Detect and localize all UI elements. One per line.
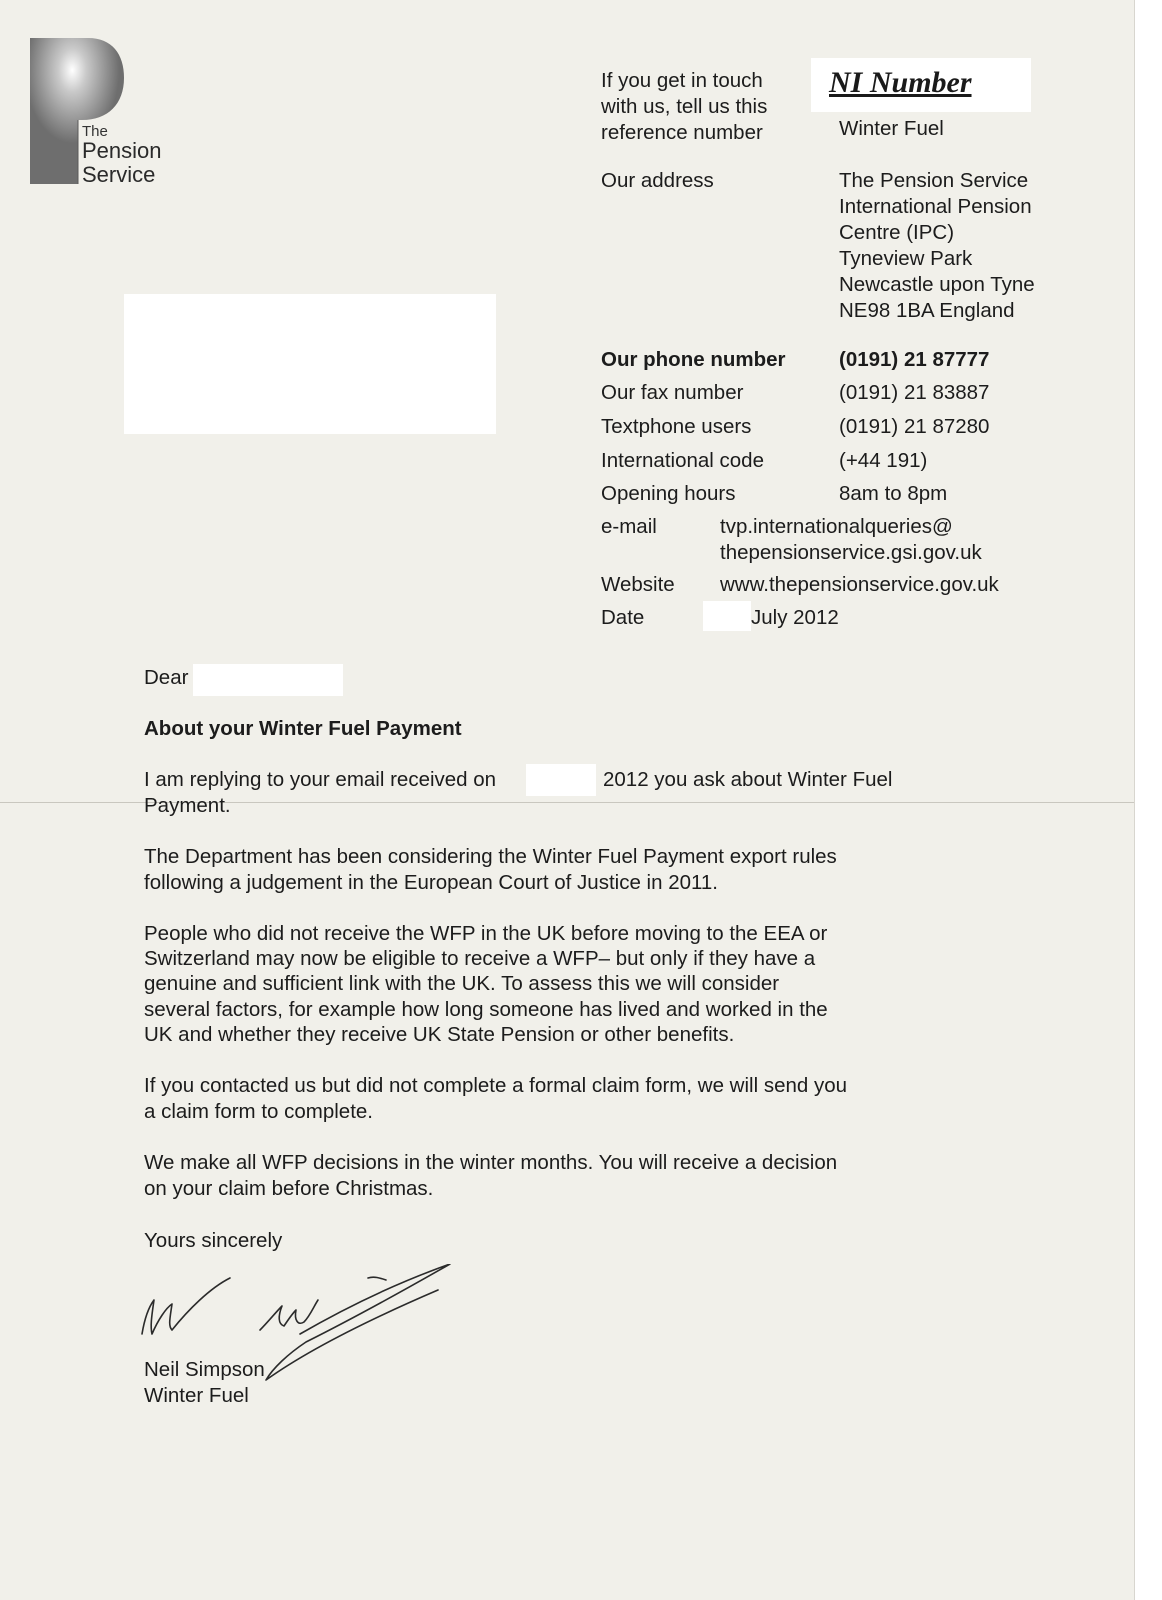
signer-department: Winter Fuel xyxy=(144,1384,249,1407)
email-label: e-mail xyxy=(601,515,657,538)
fax-value: (0191) 21 83887 xyxy=(839,381,990,404)
paragraph-3-line: Switzerland may now be eligible to receive a WFP– but only if they have a xyxy=(144,947,816,970)
paragraph-5-line: We make all WFP decisions in the winter months. You will receive a decision xyxy=(144,1151,838,1174)
phone-value: (0191) 21 87777 xyxy=(839,348,990,371)
address-line: NE98 1BA England xyxy=(839,299,1015,322)
date-day-redaction xyxy=(703,601,751,631)
website-label: Website xyxy=(601,573,675,596)
letter-subject: About your Winter Fuel Payment xyxy=(144,717,462,740)
paragraph-3-line: genuine and sufficient link with the UK. To assess this we will consider xyxy=(144,972,780,995)
fax-label: Our fax number xyxy=(601,381,744,404)
reference-prompt-1: If you get in touch xyxy=(601,69,763,92)
logo-the: The xyxy=(82,123,108,140)
logo-wordmark xyxy=(82,124,162,187)
salutation: Dear xyxy=(144,666,189,689)
address-label: Our address xyxy=(601,169,714,192)
paragraph-1-line-1b: 2012 you ask about Winter Fuel xyxy=(603,768,893,791)
email-line-2: thepensionservice.gsi.gov.uk xyxy=(720,541,982,564)
reference-value: Winter Fuel xyxy=(839,117,944,140)
date-value: July 2012 xyxy=(751,606,839,629)
ni-number-label: NI Number xyxy=(829,66,972,99)
paragraph-1-line-2: Payment. xyxy=(144,794,231,817)
opening-hours-label: Opening hours xyxy=(601,482,736,505)
paragraph-2-line: following a judgement in the European Court of Justice in 2011. xyxy=(144,871,718,894)
logo-service: Service xyxy=(82,162,156,187)
address-line: Tyneview Park xyxy=(839,247,973,270)
international-code-label: International code xyxy=(601,449,764,472)
textphone-label: Textphone users xyxy=(601,415,752,438)
reference-prompt-2: with us, tell us this xyxy=(601,95,768,118)
paragraph-1-line-1a: I am replying to your email received on xyxy=(144,768,497,791)
phone-label: Our phone number xyxy=(601,348,786,371)
paragraph-4-line: a claim form to complete. xyxy=(144,1100,373,1123)
signer-name: Neil Simpson xyxy=(144,1358,265,1381)
closing: Yours sincerely xyxy=(144,1229,283,1252)
paragraph-3-line: People who did not receive the WFP in the UK before moving to the EEA or xyxy=(144,922,828,945)
address-line: The Pension Service xyxy=(839,169,1029,192)
address-line: International Pension xyxy=(839,195,1032,218)
address-line: Newcastle upon Tyne xyxy=(839,273,1035,296)
recipient-address-redaction xyxy=(124,294,496,434)
logo-pension: Pension xyxy=(82,138,162,163)
paragraph-2-line: The Department has been considering the Winter Fuel Payment export rules xyxy=(144,845,837,868)
international-code-value: (+44 191) xyxy=(839,449,928,472)
opening-hours-value: 8am to 8pm xyxy=(839,482,948,505)
reference-prompt-3: reference number xyxy=(601,121,763,144)
paragraph-4-line: If you contacted us but did not complete a formal claim form, we will send you xyxy=(144,1074,848,1097)
email-date-redaction xyxy=(526,764,596,796)
textphone-value: (0191) 21 87280 xyxy=(839,415,990,438)
paragraph-3-line: several factors, for example how long someone has lived and worked in the xyxy=(144,998,828,1021)
email-line-1: tvp.internationalqueries@ xyxy=(720,515,953,538)
website-value: www.thepensionservice.gov.uk xyxy=(720,573,999,596)
date-label: Date xyxy=(601,606,645,629)
paragraph-3-line: UK and whether they receive UK State Pension or other benefits. xyxy=(144,1023,735,1046)
address-line: Centre (IPC) xyxy=(839,221,955,244)
recipient-name-redaction xyxy=(193,664,343,696)
paragraph-5-line: on your claim before Christmas. xyxy=(144,1177,434,1200)
